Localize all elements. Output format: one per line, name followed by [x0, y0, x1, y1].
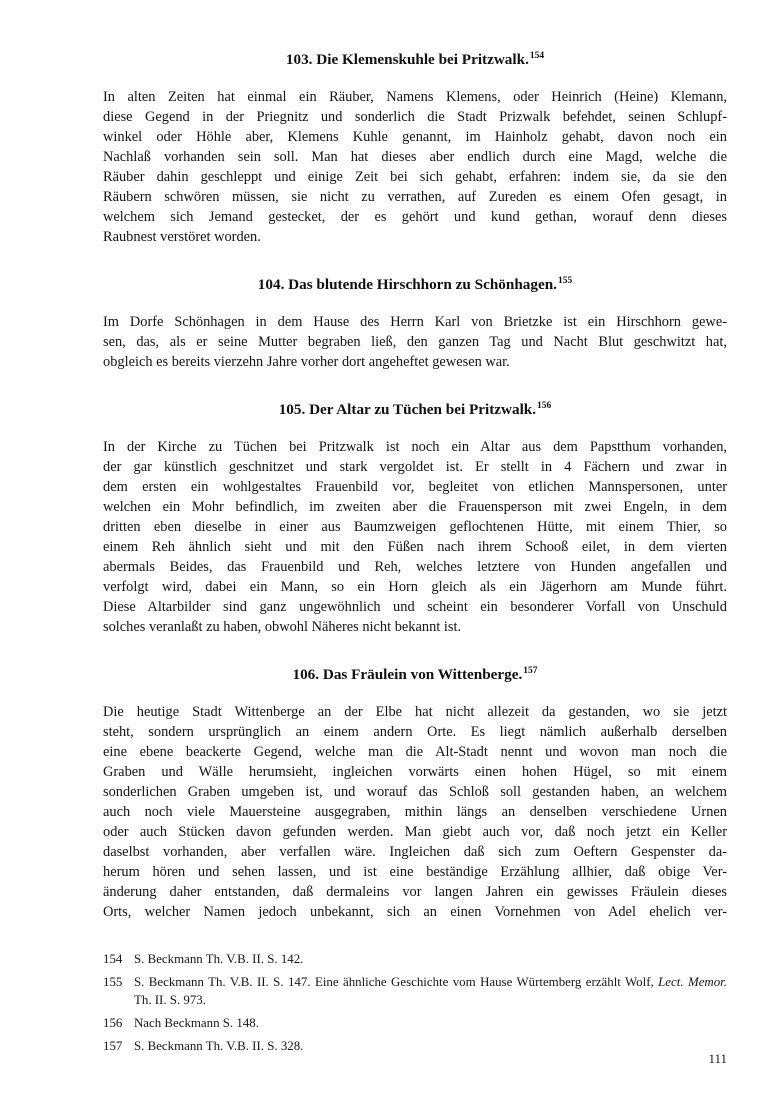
paragraph-line: auch noch viele Mauersteine ausgegraben, mithin längs an denselben verschiedene Urnen	[103, 804, 727, 820]
section-heading: 103. Die Klemenskuhle bei Pritzwalk.$^{154}$	[285, 51, 545, 68]
story-section-157	[103, 665, 727, 922]
footnotes-block	[103, 950, 727, 1055]
paragraph-line: In alten Zeiten hat einmal ein Räuber, Namens Klemens, oder Heinrich (Heine) Klemann,	[103, 89, 727, 105]
footnote-text	[134, 950, 727, 968]
footnote-ref: 157	[523, 666, 538, 676]
paragraph-line: dritten eben dieselbe in einer aus Baumzweigen geflochtenen Hütte, mit einem Thier, so	[103, 519, 727, 535]
footnote-number: 155	[103, 975, 123, 989]
footnote-ref: 155	[557, 276, 573, 286]
paragraph-line: sen, das, als er seine Mutter begraben ließ, den ganzen Tag und Nacht Blut geschwitzt hat,	[103, 334, 727, 350]
paragraph-line: sonderlichen Graben umgeben ist, und worauf das Schloß soll gestanden haben, an welchem	[103, 784, 727, 800]
paragraph-line: einem Reh ähnlich sieht und mit den Füßen nach ihrem Schooß eilet, in dem vierten	[103, 539, 727, 555]
paragraph-line: obgleich es bereits vierzehn Jahre vorher dort angeheftet gewesen war.	[103, 354, 510, 370]
footnote	[103, 950, 727, 968]
paragraph-line: herum hören und sehen lassen, und ist eine beständige Erzählung allhier, daß obige Ver-	[103, 864, 727, 880]
footnote-text	[134, 1037, 727, 1055]
paragraph	[103, 702, 727, 922]
paragraph-line: welchem sich Jemand gestecket, der es gehört und kund gethan, worauf denn dieses	[103, 209, 727, 225]
footnote-text-segment: Nach Beckmann S. 148.	[134, 1016, 259, 1030]
paragraph-line: diese Gegend in der Priegnitz und sonderlich die Stadt Prizwalk befehdet, seinen Schlupf-	[103, 109, 727, 125]
paragraph-line: Räuber dahin geschleppt und einige Zeit bei sich gehabt, erfahren: indem sie, da sie den	[103, 169, 727, 185]
footnote-ref: 156	[537, 401, 552, 411]
paragraph-line: änderung daher entstanden, daß dermaleins vor langen Jahren ein gewisses Fräulein dieses	[103, 884, 727, 900]
story-section-155	[103, 275, 727, 372]
footnote	[103, 1037, 727, 1055]
paragraph-line: abermals Beides, das Frauenbild und Reh, welches letztere von Hunden angefallen und	[103, 559, 727, 575]
footnote	[103, 1014, 727, 1032]
footnote-number: 157	[103, 1039, 123, 1053]
footnote-number: 154	[103, 952, 123, 966]
paragraph-line: der gar künstlich geschnitzet und stark vergoldet ist. Er stellt in 4 Fächern und zwar in	[103, 459, 727, 475]
page-body-text	[103, 50, 727, 922]
section-heading: 106. Das Fräulein von Wittenberge.$^{157}$	[292, 666, 538, 683]
footnote-text-segment: S. Beckmann Th. V.B. II. S. 142.	[134, 952, 304, 966]
paragraph-line: oder auch Stücken davon gefunden werden. Man giebt auch vor, daß noch jetzt ein Keller	[103, 824, 727, 840]
story-section-154	[103, 50, 727, 247]
paragraph	[103, 87, 727, 247]
paragraph-line: Nachlaß vorhanden sein soll. Man hat dieses aber endlich durch eine Magd, welche die	[103, 149, 727, 165]
paragraph-line: winkel oder Höhle aber, Klemens Kuhle genannt, im Hainholz gehabt, davon noch ein	[103, 129, 727, 145]
paragraph-line: daselbst vorhanden, aber verfallen wäre. Ingleichen daß sich zum Oeftern Gespenster da-	[103, 844, 727, 860]
footnote-text-segment: Lect. Memor.	[658, 975, 727, 989]
paragraph-line: Im Dorfe Schönhagen in dem Hause des Herrn Karl von Brietzke ist ein Hirschhorn gewe-	[103, 314, 727, 330]
paragraph-line: In der Kirche zu Tüchen bei Pritzwalk ist noch ein Altar aus dem Papstthum vorhanden,	[103, 439, 727, 455]
section-heading: 104. Das blutende Hirschhorn zu Schönhagen.$^{155}$	[257, 276, 573, 293]
paragraph-line: verfolgt wird, dabei ein Mann, so ein Horn gleich als ein Jägerhorn am Munde führt.	[103, 579, 727, 595]
paragraph	[103, 312, 727, 372]
paragraph-line: dem ersten ein wohlgestaltes Frauenbild vor, begleitet von etlichen Mannspersonen, unter	[103, 479, 727, 495]
paragraph-line: Die heutige Stadt Wittenberge an der Elbe hat nicht allezeit da gestanden, wo sie jetzt	[103, 704, 727, 720]
footnote	[103, 973, 727, 1009]
paragraph-line: Räubern schwören müssen, sie nicht zu verrathen, auf Zureden es einem Ofen gesagt, in	[103, 189, 727, 205]
paragraph-line: solches veranlaßt zu haben, obwohl Näheres nicht bekannt ist.	[103, 619, 462, 635]
footnote-text-segment: Th. II. S. 973.	[134, 993, 206, 1007]
footnote-text-segment: S. Beckmann Th. V.B. II. S. 328.	[134, 1039, 304, 1053]
paragraph-line: eine ebene beackerte Gegend, welche man die Alt-Stadt nennt und wovon man noch die	[103, 744, 727, 760]
page-number: 111	[708, 1051, 727, 1066]
paragraph-line: Graben und Wälle herumsieht, ingleichen vorwärts einen hohen Hügel, so mit einem	[103, 764, 727, 780]
paragraph-line: Diese Altarbilder sind ganz ungewöhnlich und scheint ein besonderer Vorfall von Unschuld	[103, 599, 727, 615]
paragraph-line: Orts, welcher Namen jedoch unbekannt, sich an einen Vornehmen von Adel ehelich ver-	[103, 904, 727, 920]
paragraph-line: Raubnest verstöret worden.	[103, 229, 261, 245]
footnote-text-segment: S. Beckmann Th. V.B. II. S. 147. Eine ähnliche Geschichte vom Hause Würtemberg erzählt Wolf,	[134, 975, 659, 989]
footnote-ref: 154	[529, 51, 545, 61]
paragraph-line: welchen ein Mohr befindlich, im zweiten aber die Frauensperson mit zwei Engeln, in dem	[103, 499, 727, 515]
footnote-number: 156	[103, 1016, 123, 1030]
footnote-text	[134, 1014, 727, 1032]
paragraph	[103, 437, 727, 637]
footnote-text	[134, 973, 727, 1009]
section-heading: 105. Der Altar zu Tüchen bei Pritzwalk.$^{156}$	[278, 401, 552, 418]
story-section-156	[103, 400, 727, 637]
paragraph-line: steht, sondern ursprünglich an einem andern Orte. Es liegt nämlich außerhalb derselben	[103, 724, 727, 740]
